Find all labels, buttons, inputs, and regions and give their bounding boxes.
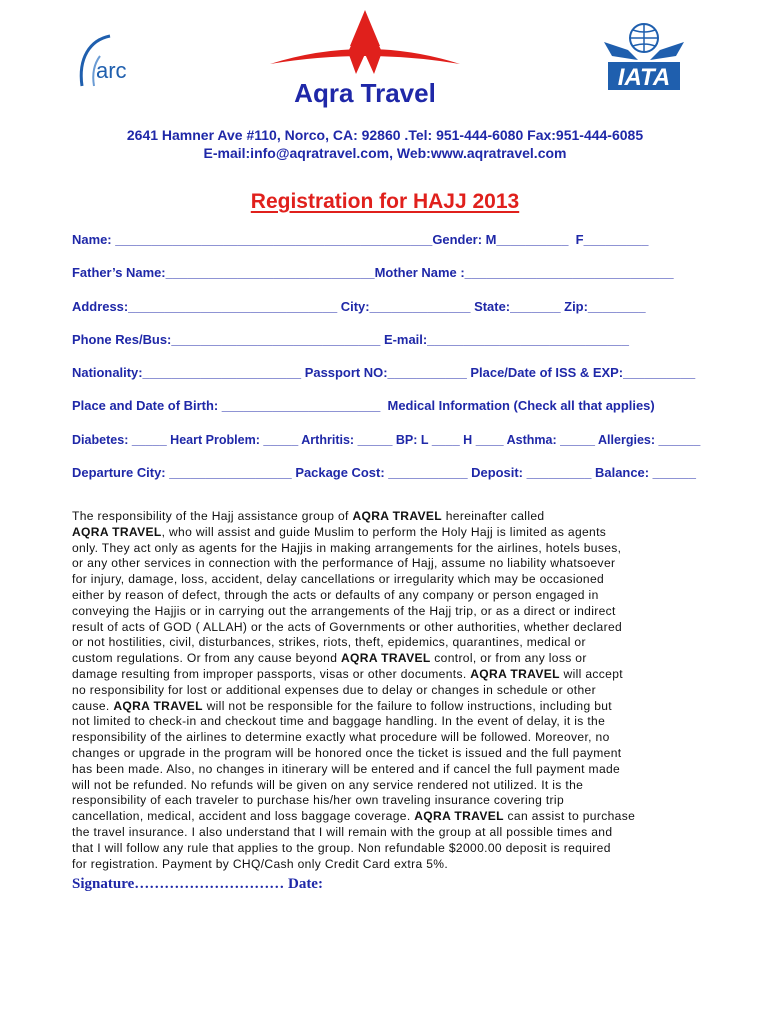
terms-line [72, 683, 700, 699]
signature-date-line[interactable]: Signature………………………… Date: [72, 876, 323, 892]
terms-text: responsibility of the airlines to determine exactly what procedure will be followed. Moreover, no [72, 730, 610, 745]
terms-line [72, 730, 700, 746]
terms-line [72, 841, 700, 857]
terms-text: or any other services in connection with the performance of Hajj, assume no liability whatsoever [72, 556, 616, 571]
terms-text: will not be refunded. No refunds will be given on any service rendered not utilized. It is the [72, 777, 584, 792]
terms-line [72, 825, 700, 841]
terms-line [72, 714, 700, 730]
arc-logo [70, 30, 150, 100]
form-row-birth[interactable] [72, 398, 700, 413]
form-row-medical[interactable] [72, 432, 701, 447]
medical-info-label: Medical Information (Check all that applies) [387, 398, 655, 413]
terms-text: or not hostilities, civil, disturbances, strikes, riots, theft, epidemics, quarantines, medical or [72, 635, 586, 650]
birth-field[interactable]: Place and Date of Birth: ______________________ [72, 398, 388, 413]
terms-paragraph [72, 509, 712, 872]
terms-text: for injury, damage, loss, accident, delay cancellations or irregularity which may be occasioned [72, 572, 605, 587]
iata-logo [602, 20, 686, 96]
company-name: AQRA TRAVEL [470, 666, 560, 681]
company-name: AQRA TRAVEL [113, 698, 203, 713]
terms-text: The responsibility of the Hajj assistance group of [72, 509, 353, 523]
terms-text: , who will assist and guide Muslim to perform the Holy Hajj is limited as agents [161, 524, 607, 539]
asthma-field[interactable]: Asthma: _____ [506, 432, 598, 447]
terms-line [72, 572, 700, 588]
arc-logo-text: arc [96, 58, 127, 83]
terms-text: no responsibility for lost or additional expenses due to delay or changes in schedule or other [72, 682, 596, 697]
city-field[interactable]: City:______________ [340, 299, 475, 314]
form-row-passport[interactable] [72, 365, 700, 380]
mother-name-field[interactable]: Mother Name :_____________________________ [374, 265, 674, 280]
zip-field[interactable]: Zip:________ [564, 299, 646, 314]
terms-text: has been made. Also, no changes in itinerary will be entered and if cancel the full payment made [72, 761, 621, 776]
terms-line [72, 762, 700, 778]
diabetes-field[interactable]: Diabetes: _____ [72, 432, 171, 447]
issue-expiry-field[interactable]: Place/Date of ISS & EXP:__________ [470, 365, 696, 380]
arthritis-field[interactable]: Arthritis: _____ [301, 432, 396, 447]
departure-city-field[interactable]: Departure City: _________________ [72, 465, 296, 480]
terms-text: that I will follow any rule that applies to the group. Non refundable $2000.00 deposit is required [72, 840, 611, 855]
terms-line [72, 525, 700, 541]
company-name: AQRA TRAVEL [340, 651, 431, 666]
terms-text: either by reason of defect, through the acts or defaults of any company or person engaged in [72, 587, 599, 602]
terms-text: damage resulting from improper passports, visas or other documents. [72, 666, 471, 681]
passport-field[interactable]: Passport NO:___________ [304, 365, 471, 380]
company-name: AQRA TRAVEL [352, 509, 443, 523]
address-line: 2641 Hamner Ave #110, Norco, CA: 92860 .Tel: 951-444-6080 Fax:951-444-6085 [126, 127, 644, 143]
email-field[interactable]: E-mail:____________________________ [383, 332, 629, 347]
terms-text: will not be responsible for the failure to follow instructions, including but [202, 698, 613, 713]
bp-field[interactable]: BP: L ____ H ____ [395, 432, 507, 447]
package-cost-field[interactable]: Package Cost: ___________ [295, 465, 472, 480]
allergies-field[interactable]: Allergies: ______ [597, 432, 701, 447]
terms-line [72, 635, 700, 651]
form-title: Registration for HAJJ 2013 [250, 190, 520, 213]
company-name: AQRA TRAVEL [414, 809, 504, 824]
form-row-address[interactable] [72, 299, 700, 314]
terms-text: will accept [559, 666, 623, 681]
state-field[interactable]: State:_______ [474, 299, 565, 314]
deposit-field[interactable]: Deposit: _________ [471, 465, 596, 480]
terms-line [72, 604, 700, 620]
terms-line [72, 588, 700, 604]
terms-text: result of acts of GOD ( ALLAH) or the acts of Governments or other authorities, whether declared [72, 619, 623, 634]
gender-field[interactable]: Gender: M__________ F_________ [432, 232, 649, 247]
terms-line [72, 699, 700, 715]
name-field[interactable]: Name: ____________________________________________ [72, 232, 433, 247]
father-name-field[interactable]: Father’s Name:_____________________________ [72, 265, 375, 280]
terms-line [72, 778, 700, 794]
terms-line [72, 541, 700, 557]
company-name: AQRA TRAVEL [72, 524, 162, 539]
phone-field[interactable]: Phone Res/Bus:_____________________________ [72, 332, 384, 347]
terms-text: responsibility of each traveler to purchase his/her own traveling insurance covering trip [72, 793, 565, 808]
terms-line [72, 746, 700, 762]
terms-text: can assist to purchase [503, 809, 636, 824]
terms-text: conveying the Hajjis or in carrying out the arrangements of the Hajj trip, or as a direct or indirect [72, 603, 616, 618]
terms-text: only. They act only as agents for the Hajjis in making arrangements for the airlines, hotels buses, [72, 540, 622, 555]
terms-text: for registration. Payment by CHQ/Cash only Credit Card extra 5%. [72, 856, 449, 871]
terms-text: the travel insurance. I also understand that I will remain with the group at all possible times and [72, 824, 613, 839]
iata-logo-text: IATA [617, 64, 671, 91]
terms-text: not limited to check-in and checkout time and baggage handling. In the event of delay, it is the [72, 714, 606, 729]
terms-line [72, 667, 700, 683]
terms-line [72, 509, 700, 525]
contact-line: E-mail:info@aqratravel.com, Web:www.aqratravel.com [203, 145, 567, 161]
terms-text: cause. [72, 698, 114, 713]
form-row-phone[interactable] [72, 332, 700, 347]
terms-text: control, or from any loss or [430, 651, 587, 666]
form-row-parents[interactable] [72, 265, 700, 280]
terms-text: hereinafter called [442, 509, 545, 523]
terms-line [72, 651, 700, 667]
terms-text: changes or upgrade in the program will be honored once the ticket is issued and the full payment [72, 745, 622, 760]
heart-problem-field[interactable]: Heart Problem: _____ [170, 432, 302, 447]
terms-line [72, 809, 700, 825]
terms-line [72, 857, 700, 873]
form-row-name[interactable] [72, 232, 700, 247]
balance-field[interactable]: Balance: ______ [595, 465, 696, 480]
terms-line [72, 793, 700, 809]
address-field[interactable]: Address:_____________________________ [72, 299, 341, 314]
terms-line [72, 620, 700, 636]
terms-line [72, 556, 700, 572]
terms-text: custom regulations. Or from any cause beyond [72, 651, 341, 666]
terms-text: cancellation, medical, accident and loss baggage coverage. [72, 809, 415, 824]
nationality-field[interactable]: Nationality:______________________ [72, 365, 305, 380]
form-row-payment[interactable] [72, 465, 700, 480]
aqra-logo-text: Aqra Travel [294, 78, 436, 108]
aqra-travel-logo [262, 8, 468, 108]
